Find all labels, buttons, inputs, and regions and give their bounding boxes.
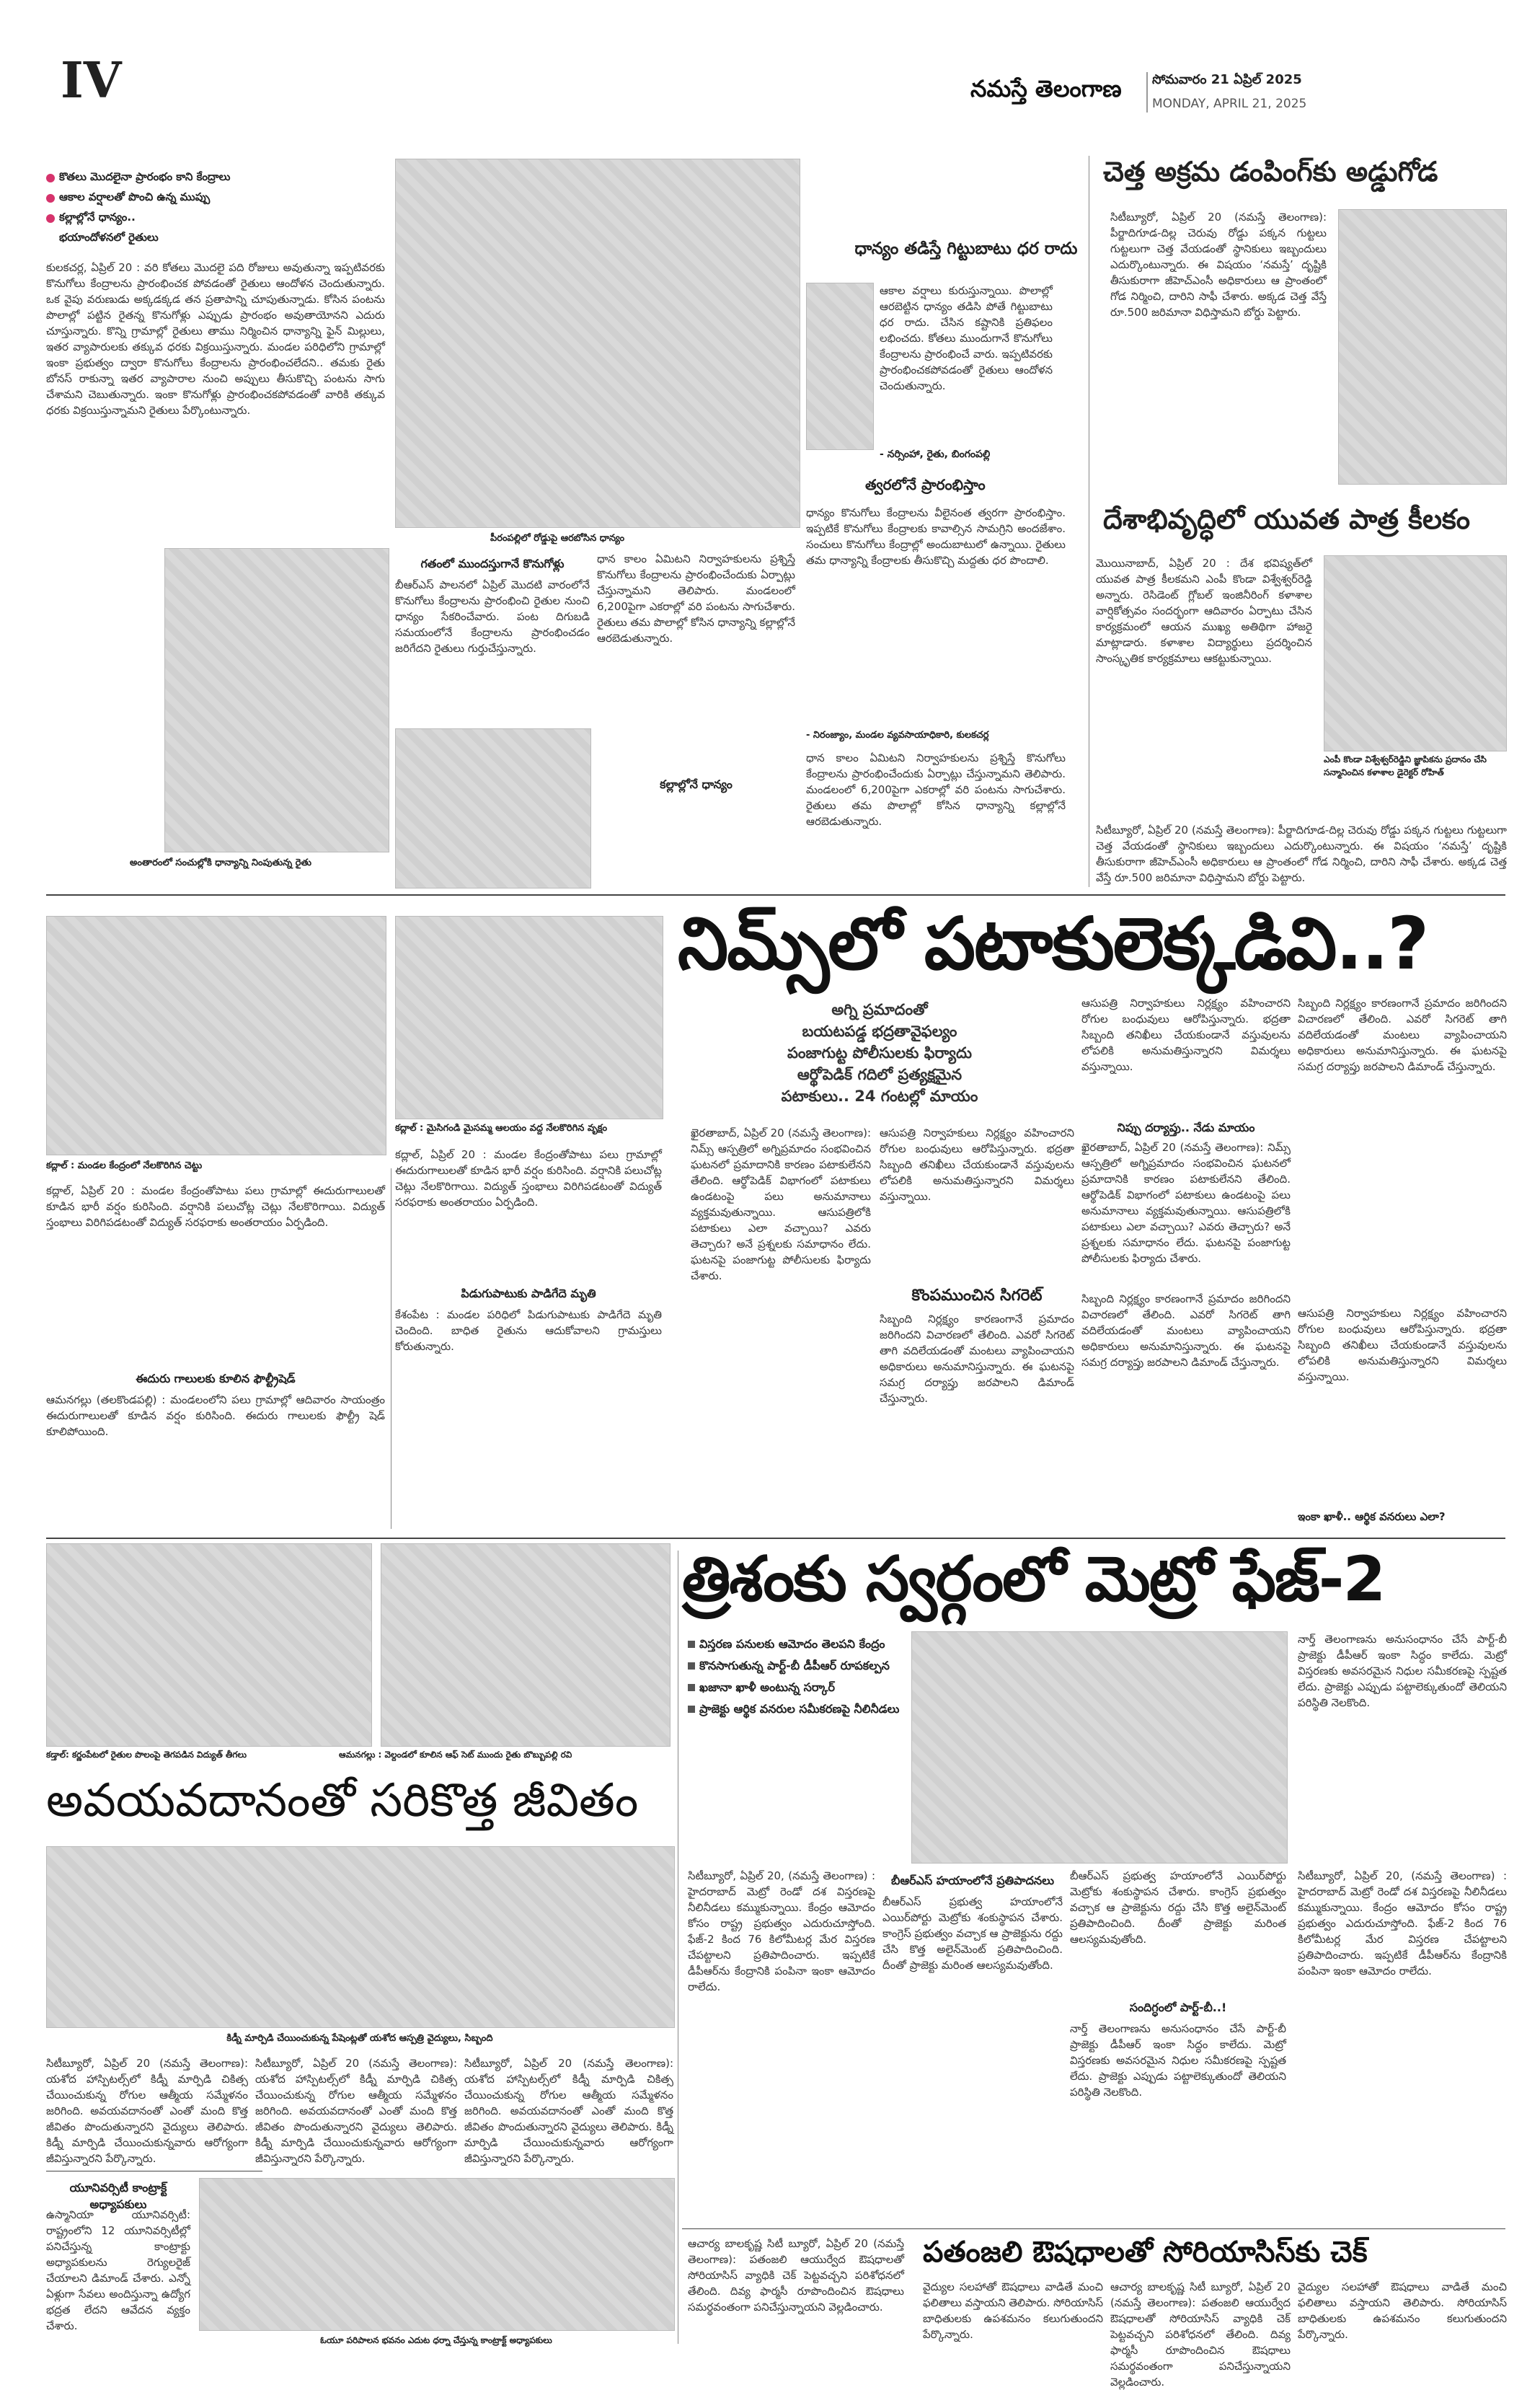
story7-headline: అవయవదానంతో సరికొత్త జీవితం: [46, 1774, 639, 1827]
story2-sub: త్వరలోనే ప్రారంభిస్తాం: [865, 476, 986, 493]
story8-body: సిటీబ్యూరో, ఏప్రిల్ 20, (నమస్తే తెలంగాణ) : హైదరాబాద్ మెట్రో రెండో దశ విస్తరణపై నీలినీడలు కమ్ముకున్నాయి. కేంద్రం ఆమోదం కోసం రాష్ట్ర ప్రభుత్వం ఎదురుచూస్తోంది. ఫేజ్-2 కింద 76 కిలోమీటర్ల మేర విస్తరణ చేపట్టాలని ప్రతిపాదించారు. ఇప్పటికే డీపీఆర్‌ను కేంద్రానికి పంపినా ఇంకా ఆమోదం రాలేదు.: [688, 1869, 875, 1993]
story1-body: కులకచర్ల, ఏప్రిల్ 20 : వరి కోతలు మొదలై పది రోజులు అవుతున్నా ఇప్పటివరకు కొనుగోలు కేంద్రాలను ప్రారంభించక పోవడంతో రైతులు ఆందోళన చెందుతున్నారు. ఒక వైపు వరుణుడు అక్కడక్కడ తన ప్రతాపాన్ని చూపుతున్నాడు. కోసిన పంటను పొలాల్లో పట్టిన రైతన్న కొనుగోళ్లు ఎప్పుడు ప్రారంభం అవుతాయోనని ఎదురు చూస్తున్నారు. కొన్ని గ్రామాల్లో రైతులు తాము నిర్మించిన ధాన్యాన్ని ఫైన్ మిల్లులు, ఇతర వ్యాపారులకు తక్కువ ధరకు విక్రయిస్తున్నారు. మండల పరిధిలోని గ్రామాల్లో ఇంకా ప్రభుత్వం ద్వారా కొనుగోలు కేంద్రాలను ప్రారంభించలేదని.. తమకు రైతు బోనస్ రాకున్నా ఇతర వ్యాపారాల నుంచి అప్పులు తీసుకొచ్చి పంటను సాగు చేశామని చెబుతున్నారు. ఇంకా కొనుగోళ్లు ప్రారంభించకపోవడంతో వారికి తక్కువ ధరకు విక్రయిస్తున్నామని రైతులు పేర్కొంటున్నారు.: [46, 261, 385, 417]
bullet-icon: [688, 1684, 695, 1691]
story2-quote-by2: - నిరంజ్యాం, మండల వ్యవసాయాధికారి, కులకచర్ల: [806, 730, 989, 741]
story2-body-cont: ధాన కాలం ఏమిటని నిర్వాహకులను ప్రశ్నిస్తే కొనుగోలు కేంద్రాలను ప్రారంభించేందుకు ఏర్పాట్లు చేస్తున్నామని తెలిపారు. మండలంలో 6,200పైగా ఎకరాల్లో వరి పంటను సాగుచేశారు. రైతులు తమ పొలాల్లో కోసిన ధాన్యాన్ని కల్లాల్లోనే ఆరబెడుతున్నారు.: [806, 751, 1066, 828]
story9-body2c: వైద్యుల సలహాతో ఔషధాలు వాడితే మంచి ఫలితాలు వస్తాయని తెలిపారు. సోరియాసిస్ బాధితులకు ఉపశమనం కలుగుతుందని పేర్కొన్నారు.: [1298, 2280, 1507, 2341]
story6-sub2: పిడుగుపాటుకు పాడిగేదె మృతి: [461, 1287, 596, 1300]
story8-sub2: సందిగ్ధంలో పార్ట్-బీ..!: [1129, 2001, 1227, 2014]
story5-body-right2: ఖైరతాబాద్, ఏప్రిల్ 20 (నమస్తే తెలంగాణ): నిమ్స్ ఆస్పత్రిలో అగ్నిప్రమాదం సంభవించిన ఘటనలో ప్రమాదానికి కారణం పటాకులేనని తేలింది. ఆర్థోపెడిక్ విభాగంలో పటాకులు ఉండటంపై పలు అనుమానాలు వ్యక్తమవుతున్నాయి. ఆసుపత్రిలోకి పటాకులు ఎలా వచ్చాయి? ఎవరు తెచ్చారు? అనే ప్రశ్నలకు సమాధానం లేదు. ఘటనపై పంజాగుట్ట పోలీసులకు ఫిర్యాదు చేశారు.: [1081, 1141, 1291, 1265]
story6-body3: కేశంపేట : మండల పరిధిలో పిడుగుపాటుకు పాడిగేదె మృతి చెందింది. బాధిత రైతును ఆదుకోవాలని గ్రామస్తులు కోరుతున్నారు.: [395, 1308, 662, 1353]
story6-photo1-caption: కద్లాల్ : మండల కేంద్రంలో నేలకొరిగిన చెట్టు: [46, 1160, 203, 1171]
story5-deck-line: అగ్ని ప్రమాదంతో: [831, 1001, 928, 1018]
story6-sub: ఈదురు గాలులకు కూలిన ఫౌల్ట్రీషెడ్: [136, 1372, 296, 1385]
masthead-divider: [1146, 72, 1148, 113]
story5-sub2: కొంపముంచిన సిగరెట్: [911, 1287, 1043, 1305]
story8-photo-metro: [911, 1631, 1288, 1864]
story5-deck-line: ఆర్థోపెడిక్ గదిలో ప్రత్యక్షమైన: [797, 1066, 962, 1083]
paper-name: నమస్తే తెలంగాణ: [970, 75, 1122, 102]
story5-body-right3: సిబ్బంది నిర్లక్ష్యం కారణంగానే ప్రమాదం జరిగిందని విచారణలో తేలింది. ఎవరో సిగరెట్ తాగి వదిలేయడంతో మంటలు వ్యాపించాయని అధికారులు అనుమానిస్తున్నారు. ఈ ఘటనపై సమగ్ర దర్యాప్తు జరపాలని డిమాండ్ చేస్తున్నారు.: [1298, 997, 1507, 1073]
story7-photo2-caption: ఆమనగల్లు : వెల్దండలో కూలిన ఆఫ్ సెట్ ముందు రైతు బొబ్బుపల్లి రవి: [339, 1750, 572, 1760]
story7-subhead: కిడ్నీ మార్పిడి చేయించుకున్న పేషెంట్లతో యశోద ఆస్పత్రి వైద్యులు, సిబ్బంది: [226, 2033, 493, 2044]
bullet-icon: [46, 214, 55, 223]
story8-bullet: విస్తరణ పనులకు ఆమోదం తెలపని కేంద్రం: [699, 1637, 885, 1651]
story5-deck-line: పటాకులు.. 24 గంటల్లో మాయం: [781, 1088, 978, 1105]
story9-body2b: ఆచార్య బాలకృష్ణ సిటీ బ్యూరో, ఏప్రిల్ 20 (నమస్తే తెలంగాణ): పతంజలి ఆయుర్వేద ఔషధాలతో సోరియాసిస్ వ్యాధికి చెక్ పెట్టవచ్చని పరిశోధనలో తేలింది. దివ్య ఫార్మసీ రూపొందించిన ఔషధాలు సమర్థవంతంగా పనిచేస్తున్నాయని వెల్లడించారు.: [1110, 2280, 1291, 2389]
story8-body-right: నార్త్ తెలంగాణను అనుసంధానం చేసే పార్ట్-బీ ప్రాజెక్టు డీపీఆర్ ఇంకా సిద్ధం కాలేదు. మెట్రో విస్తరణకు అవసరమైన నిధుల సమీకరణపై స్పష్టత లేదు. ప్రాజెక్టు ఎప్పుడు పట్టాలెక్కుతుందో తెలియని పరిస్థితి నెలకొంది.: [1298, 1633, 1507, 1709]
story7-body-c: సిటీబ్యూరో, ఏప్రిల్ 20 (నమస్తే తెలంగాణ): యశోద హాస్పిటల్స్‌లో కిడ్నీ మార్పిడి చికిత్స చేయించుకున్న రోగుల ఆత్మీయ సమ్మేళనం జరిగింది. అవయవదానంతో ఎంతో మంది కొత్త జీవితం పొందుతున్నారని వైద్యులు తెలిపారు. కిడ్నీ మార్పిడి చేయించుకున్నవారు ఆరోగ్యంగా జీవిస్తున్నారని పేర్కొన్నారు.: [464, 2057, 673, 2165]
story8-sub: బీఆర్ఎస్ హయాంలోనే ప్రతిపాదనలు: [890, 1874, 1054, 1887]
story8-body2: బీఆర్ఎస్ ప్రభుత్వ హయాంలోనే ఎయిర్‌పోర్టు మెట్రోకు శంకుస్థాపన చేశారు. కాంగ్రెస్ ప్రభుత్వం వచ్చాక ఆ ప్రాజెక్టును రద్దు చేసి కొత్త అలైన్‌మెంట్ ప్రతిపాదించింది. దీంతో ప్రాజెక్టు మరింత ఆలస్యమవుతోంది.: [882, 1895, 1063, 1972]
story6-photo-temple-tree: [395, 916, 663, 1119]
story8-bullet: ఖజానా ఖాళీ అంటున్న సర్కార్: [699, 1680, 835, 1694]
story3-headline: చెత్త అక్రమ డంపింగ్‌కు అడ్డుగోడ: [1103, 156, 1438, 188]
story5-body2: ఆసుపత్రి నిర్వాహకులు నిర్లక్ష్యం వహించారని రోగుల బంధువులు ఆరోపిస్తున్నారు. భద్రతా సిబ్బంది తనిఖీలు చేయకుండానే వస్తువులను లోపలికి అనుమతిస్తున్నారని విమర్శలు వస్తున్నాయి.: [880, 1126, 1074, 1203]
story5-deck-line: బయటపడ్డ భద్రతావైఫల్యం: [802, 1023, 957, 1040]
story1-body3: ధాన కాలం ఏమిటని నిర్వాహకులను ప్రశ్నిస్తే కొనుగోలు కేంద్రాలను ప్రారంభించేందుకు ఏర్పాట్లు చేస్తున్నామని తెలిపారు. మండలంలో 6,200పైగా ఎకరాల్లో వరి పంటను సాగుచేశారు. రైతులు తమ పొలాల్లో కోసిన ధాన్యాన్ని కల్లాల్లోనే ఆరబెడుతున్నారు.: [597, 552, 795, 645]
story3-photo: [1338, 209, 1507, 485]
story5-deck-line: పంజాగుట్ట పోలీసులకు ఫిర్యాదు: [787, 1044, 973, 1062]
story5-headline: నిమ్స్‌లో పటాకులెక్కడివి..?: [678, 901, 1428, 986]
story2-body: ఆకాల వర్షాలు కురుస్తున్నాయి. పొలాల్లో ఆరబెట్టిన ధాన్యం తడిసి పోతే గిట్టుబాటు ధర రాదు. చేసిన కష్టానికి ప్రతిఫలం లభించదు. కోతలు ముందుగానే కొనుగోలు కేంద్రాలను ప్రారంభించే వారు. ఇప్పటివరకు ప్రారంభించకపోవడంతో రైతులు ఆందోళన చెందుతున్నారు.: [880, 284, 1053, 392]
story2-headline: ధాన్యం తడిస్తే గిట్టుబాటు ధర రాదు: [854, 239, 1078, 258]
story1-bullet: భయాందోళనలో రైతులు: [59, 231, 159, 244]
story2-photo: [806, 283, 874, 450]
date-english: MONDAY, APRIL 21, 2025: [1152, 97, 1307, 111]
story5-tail: ఇంకా ఖాళీ.. ఆర్థిక వనరులు ఎలా?: [1298, 1510, 1446, 1523]
story1-bullet: కల్లాల్లోనే ధాన్యం..: [59, 211, 136, 224]
story5-body: ఖైరతాబాద్, ఏప్రిల్ 20 (నమస్తే తెలంగాణ): నిమ్స్ ఆస్పత్రిలో అగ్నిప్రమాదం సంభవించిన ఘటనలో ప్రమాదానికి కారణం పటాకులేనని తేలింది. ఆర్థోపెడిక్ విభాగంలో పటాకులు ఉండటంపై పలు అనుమానాలు వ్యక్తమవుతున్నాయి. ఆసుపత్రిలోకి పటాకులు ఎలా వచ్చాయి? ఎవరు తెచ్చారు? అనే ప్రశ్నలకు సమాధానం లేదు. ఘటనపై పంజాగుట్ట పోలీసులకు ఫిర్యాదు చేశారు.: [691, 1126, 871, 1282]
story7-photo-shed: [381, 1543, 671, 1747]
story7-photo-wires: [46, 1543, 372, 1747]
story7-body: సిటీబ్యూరో, ఏప్రిల్ 20 (నమస్తే తెలంగాణ): యశోద హాస్పిటల్స్‌లో కిడ్నీ మార్పిడి చికిత్స చేయించుకున్న రోగుల ఆత్మీయ సమ్మేళనం జరిగింది. అవయవదానంతో ఎంతో మంది కొత్త జీవితం పొందుతున్నారని వైద్యులు తెలిపారు. కిడ్నీ మార్పిడి చేయించుకున్నవారు ఆరోగ్యంగా జీవిస్తున్నారని పేర్కొన్నారు.: [46, 2057, 248, 2165]
story7-sub: యూనివర్సిటీ కాంట్రాక్ట్ అధ్యాపకులు: [69, 2181, 167, 2211]
story8-body2b: బీఆర్ఎస్ ప్రభుత్వ హయాంలోనే ఎయిర్‌పోర్టు మెట్రోకు శంకుస్థాపన చేశారు. కాంగ్రెస్ ప్రభుత్వం వచ్చాక ఆ ప్రాజెక్టును రద్దు చేసి కొత్త అలైన్‌మెంట్ ప్రతిపాదించింది. దీంతో ప్రాజెక్టు మరింత ఆలస్యమవుతోంది.: [1070, 1869, 1286, 1946]
story8-body3: నార్త్ తెలంగాణను అనుసంధానం చేసే పార్ట్-బీ ప్రాజెక్టు డీపీఆర్ ఇంకా సిద్ధం కాలేదు. మెట్రో విస్తరణకు అవసరమైన నిధుల సమీకరణపై స్పష్టత లేదు. ప్రాజెక్టు ఎప్పుడు పట్టాలెక్కుతుందో తెలియని పరిస్థితి నెలకొంది.: [1070, 2022, 1286, 2099]
story7-body-b: సిటీబ్యూరో, ఏప్రిల్ 20 (నమస్తే తెలంగాణ): యశోద హాస్పిటల్స్‌లో కిడ్నీ మార్పిడి చికిత్స చేయించుకున్న రోగుల ఆత్మీయ సమ్మేళనం జరిగింది. అవయవదానంతో ఎంతో మంది కొత్త జీవితం పొందుతున్నారని వైద్యులు తెలిపారు. కిడ్నీ మార్పిడి చేయించుకున్నవారు ఆరోగ్యంగా జీవిస్తున్నారని పేర్కొన్నారు.: [255, 2057, 457, 2165]
story4-photo-caption: ఎంపీ కొండా విశ్వేశ్వర్‌రెడ్డిని జ్ఞాపికను ప్రదానం చేసి సన్మానించిన కళాశాల డైరెక్టర్ రోహిత్: [1324, 754, 1487, 777]
story4-body: మొయినాబాద్, ఏప్రిల్ 20 : దేశ భవిష్యత్‌లో యువత పాత్ర కీలకమని ఎంపీ కొండా విశ్వేశ్వర్‌రెడ్డి అన్నారు. రెసిడెంట్ గ్లోబల్ ఇంజినీరింగ్ కళాశాల వార్షికోత్సవం సందర్భంగా ఆదివారం ఏర్పాటు చేసిన కార్యక్రమంలో ఆయన ముఖ్య అతిథిగా హాజరై మాట్లాడారు. కళాశాల విద్యార్థులు ప్రదర్శించిన సాంస్కృతిక కార్యక్రమాలు ఆకట్టుకున్నాయి.: [1096, 557, 1312, 665]
story1-bullet: కొతలు మొదలైనా ప్రారంభం కాని కేంద్రాలు: [59, 170, 231, 183]
story2-quote-by: - నర్సింహా, రైతు, బింగంపల్లి: [880, 449, 991, 460]
story2-body2: ధాన్యం కొనుగోలు కేంద్రాలను వీలైనంత త్వరగా ప్రారంభిస్తాం. ఇప్పటికే కొనుగోలు కేంద్రాలకు కావాల్సిన సామగ్రిని అందజేశాం. సంచులు కొనుగోలు కేంద్రాల్లో అందుబాటులో ఉన్నాయి. రైతులు తమ ధాన్యాన్ని కేంద్రాలకు తీసుకొచ్చి మద్దతు ధర పొందాలి.: [806, 506, 1066, 567]
story8-bullet: ప్రాజెక్టు ఆర్థిక వనరుల సమీకరణపై నీలినీడలు: [699, 1702, 900, 1716]
story1-body2: బీఆర్ఎస్ పాలనలో ఏప్రిల్ మొదటి వారంలోనే కొనుగోలు కేంద్రాలను ప్రారంభించి రైతుల నుంచి ధాన్యం సేకరించేవారు. పంట దిగుబడి సమయంలోనే కేంద్రాలను ప్రారంభించడం జరిగేదని రైతులు గుర్తుచేస్తున్నారు.: [395, 578, 590, 655]
story8-bullets: [688, 1636, 904, 1722]
bullet-icon: [46, 194, 55, 203]
story8-headline: త్రిశంకు స్వర్గంలో మెట్రో ఫేజ్-2: [682, 1543, 1385, 1615]
bullet-icon: [688, 1706, 695, 1713]
story6-photo2-caption: కద్లాల్ : మైసిగండి మైసమ్మ ఆలయం వద్ద నేలకొరిగిన వృక్షం: [395, 1123, 608, 1134]
story1-bullet: ఆకాల వర్షాలతో పొంచి ఉన్న ముప్పు: [59, 190, 211, 203]
story1-photo-road: [395, 159, 800, 528]
story1-bullets: [46, 170, 349, 251]
story5-body3: సిబ్బంది నిర్లక్ష్యం కారణంగానే ప్రమాదం జరిగిందని విచారణలో తేలింది. ఎవరో సిగరెట్ తాగి వదిలేయడంతో మంటలు వ్యాపించాయని అధికారులు అనుమానిస్తున్నారు. ఈ ఘటనపై సమగ్ర దర్యాప్తు జరపాలని డిమాండ్ చేస్తున్నారు.: [880, 1313, 1074, 1405]
story7-photo3-caption: ఓయూ పరిపాలన భవనం ఎదుట ధర్నా చేస్తున్న కాంట్రాక్ట్ అధ్యాపకులు: [320, 2335, 552, 2345]
story1-photo-field: [395, 728, 591, 888]
story4-headline: దేశాభివృద్ధిలో యువత పాత్ర కీలకం: [1103, 503, 1470, 535]
story4-body-cont: సిటీబ్యూరో, ఏప్రిల్ 20 (నమస్తే తెలంగాణ): పీర్జాదిగూడ-దిల్ల చెరువు రోడ్డు పక్కన గుట్టలు గుట్టలుగా చెత్త వేయడంతో స్థానికులు ఇబ్బందులు ఎదుర్కొంటున్నారు. ఈ విషయం ‘నమస్తే’ దృష్టికి తీసుకురాగా జీహెచ్ఎంసీ అధికారులు ఆ ప్రాంతంలో గోడ నిర్మించి, దారిని సాఫీ చేశారు. అక్కడ చెత్త వేస్తే రూ.500 జరిమానా విధిస్తామని బోర్డు పెట్టారు.: [1096, 824, 1507, 884]
story1-photo-grain: [164, 548, 389, 852]
story1-photo2-caption: పీరంపల్లిలో రోడ్డుపై ఆరబోసిన ధాన్యం: [490, 533, 625, 544]
story9-headline: పతంజలి ఔషధాలతో సోరియాసిస్‌కు చెక్: [923, 2236, 1368, 2269]
story8-bullet: కొనసాగుతున్న పార్ట్-బీ డీపీఆర్ రూపకల్పన: [699, 1659, 890, 1672]
date-telugu: సోమవారం 21 ఏప్రిల్ 2025: [1152, 72, 1302, 87]
story9-body: ఆచార్య బాలకృష్ణ సిటీ బ్యూరో, ఏప్రిల్ 20 (నమస్తే తెలంగాణ): పతంజలి ఆయుర్వేద ఔషధాలతో సోరియాసిస్ వ్యాధికి చెక్ పెట్టవచ్చని పరిశోధనలో తేలింది. దివ్య ఫార్మసీ రూపొందించిన ఔషధాలు సమర్థవంతంగా పనిచేస్తున్నాయని వెల్లడించారు.: [688, 2237, 904, 2314]
story3-body: సిటీబ్యూరో, ఏప్రిల్ 20 (నమస్తే తెలంగాణ): పీర్జాదిగూడ-దిల్ల చెరువు రోడ్డు పక్కన గుట్టలు గుట్టలుగా చెత్త వేయడంతో స్థానికులు ఇబ్బందులు ఎదుర్కొంటున్నారు. ఈ విషయం ‘నమస్తే’ దృష్టికి తీసుకురాగా జీహెచ్ఎంసీ అధికారులు ఆ ప్రాంతంలో గోడ నిర్మించి, దారిని సాఫీ చేశారు. అక్కడ చెత్త వేస్తే రూ.500 జరిమానా విధిస్తామని బోర్డు పెట్టారు.: [1110, 211, 1327, 319]
story6-body: కద్లాల్, ఏప్రిల్ 20 : మండల కేంద్రంతోపాటు పలు గ్రామాల్లో ఈదురుగాలులతో కూడిన భారీ వర్షం కురిసింది. వర్షానికి పలుచోట్ల చెట్లు నేలకొరిగాయి. విద్యుత్ స్తంభాలు విరిగిపడటంతో విద్యుత్ సరఫరాకు అంతరాయం ఏర్పడింది.: [46, 1184, 385, 1229]
story7-photo-group: [46, 1846, 675, 2028]
story1-sub1: గతంలో ముందస్తుగానే కొనుగోళ్లు: [420, 557, 565, 570]
story8-body3b: సిటీబ్యూరో, ఏప్రిల్ 20, (నమస్తే తెలంగాణ) : హైదరాబాద్ మెట్రో రెండో దశ విస్తరణపై నీలినీడలు కమ్ముకున్నాయి. కేంద్రం ఆమోదం కోసం రాష్ట్ర ప్రభుత్వం ఎదురుచూస్తోంది. ఫేజ్-2 కింద 76 కిలోమీటర్ల మేర విస్తరణ చేపట్టాలని ప్రతిపాదించారు. ఇప్పటికే డీపీఆర్‌ను కేంద్రానికి పంపినా ఇంకా ఆమోదం రాలేదు.: [1298, 1869, 1507, 1977]
section-divider: [46, 1538, 1505, 1539]
story7-photo-protest: [199, 2178, 675, 2331]
story5-sub: నిప్పు దర్యాప్తు.. నేడు మాయం: [1117, 1121, 1255, 1134]
story7-body2: ఉస్మానియా యూనివర్సిటీ: రాష్ట్రంలోని 12 యూనివర్సిటీల్లో పనిచేస్తున్న కాంట్రాక్టు అధ్యాపకులను రెగ్యులరైజ్ చేయాలని డిమాండ్ చేశారు. ఎన్నో ఏళ్లుగా సేవలు అందిస్తున్నా ఉద్యోగ భద్రత లేదని ఆవేదన వ్యక్తం చేశారు.: [46, 2208, 190, 2332]
bullet-icon: [46, 174, 55, 182]
story9-body2: వైద్యుల సలహాతో ఔషధాలు వాడితే మంచి ఫలితాలు వస్తాయని తెలిపారు. సోరియాసిస్ బాధితులకు ఉపశమనం కలుగుతుందని పేర్కొన్నారు.: [923, 2280, 1103, 2341]
story5-body-right4: సిబ్బంది నిర్లక్ష్యం కారణంగానే ప్రమాదం జరిగిందని విచారణలో తేలింది. ఎవరో సిగరెట్ తాగి వదిలేయడంతో మంటలు వ్యాపించాయని అధికారులు అనుమానిస్తున్నారు. ఈ ఘటనపై సమగ్ర దర్యాప్తు జరపాలని డిమాండ్ చేస్తున్నారు.: [1081, 1292, 1291, 1369]
story6-body2: ఆమనగల్లు (తలకొండపల్లి) : మండలంలోని పలు గ్రామాల్లో ఆదివారం సాయంత్రం ఈదురుగాలులతో కూడిన వర్షం కురిసింది. ఈదురు గాలులకు ఫౌల్ట్రీ షెడ్ కూలిపోయింది.: [46, 1393, 385, 1438]
story1-sub2: కల్లాల్లోనే ధాన్యం: [660, 777, 733, 791]
bullet-icon: [688, 1641, 695, 1648]
section-divider: [46, 894, 1505, 896]
story6-body-mid: కద్లాల్, ఏప్రిల్ 20 : మండల కేంద్రంతోపాటు పలు గ్రామాల్లో ఈదురుగాలులతో కూడిన భారీ వర్షం కురిసింది. వర్షానికి పలుచోట్ల చెట్లు నేలకొరిగాయి. విద్యుత్ స్తంభాలు విరిగిపడటంతో విద్యుత్ సరఫరాకు అంతరాయం ఏర్పడింది.: [395, 1148, 662, 1209]
page-number: IV: [61, 52, 122, 110]
story5-deck: [728, 999, 1031, 1107]
story1-photo-caption: అంతారంలో సంచుల్లోకి ధాన్యాన్ని నింపుతున్న రైతు: [130, 857, 312, 868]
story6-photo-tree: [46, 916, 386, 1155]
story5-body-right5: ఆసుపత్రి నిర్వాహకులు నిర్లక్ష్యం వహించారని రోగుల బంధువులు ఆరోపిస్తున్నారు. భద్రతా సిబ్బంది తనిఖీలు చేయకుండానే వస్తువులను లోపలికి అనుమతిస్తున్నారని విమర్శలు వస్తున్నాయి.: [1298, 1307, 1507, 1383]
section-divider: [682, 2228, 1505, 2229]
story5-body-right: ఆసుపత్రి నిర్వాహకులు నిర్లక్ష్యం వహించారని రోగుల బంధువులు ఆరోపిస్తున్నారు. భద్రతా సిబ్బంది తనిఖీలు చేయకుండానే వస్తువులను లోపలికి అనుమతిస్తున్నారని విమర్శలు వస్తున్నాయి.: [1081, 997, 1291, 1073]
bullet-icon: [688, 1662, 695, 1670]
story4-photo: [1324, 555, 1507, 751]
story7-photo1-caption: కడ్తాల్: కర్ణంపేటలో రైతుల పొలంపై తెగపడిన విద్యుత్ తీగలు: [46, 1750, 247, 1760]
